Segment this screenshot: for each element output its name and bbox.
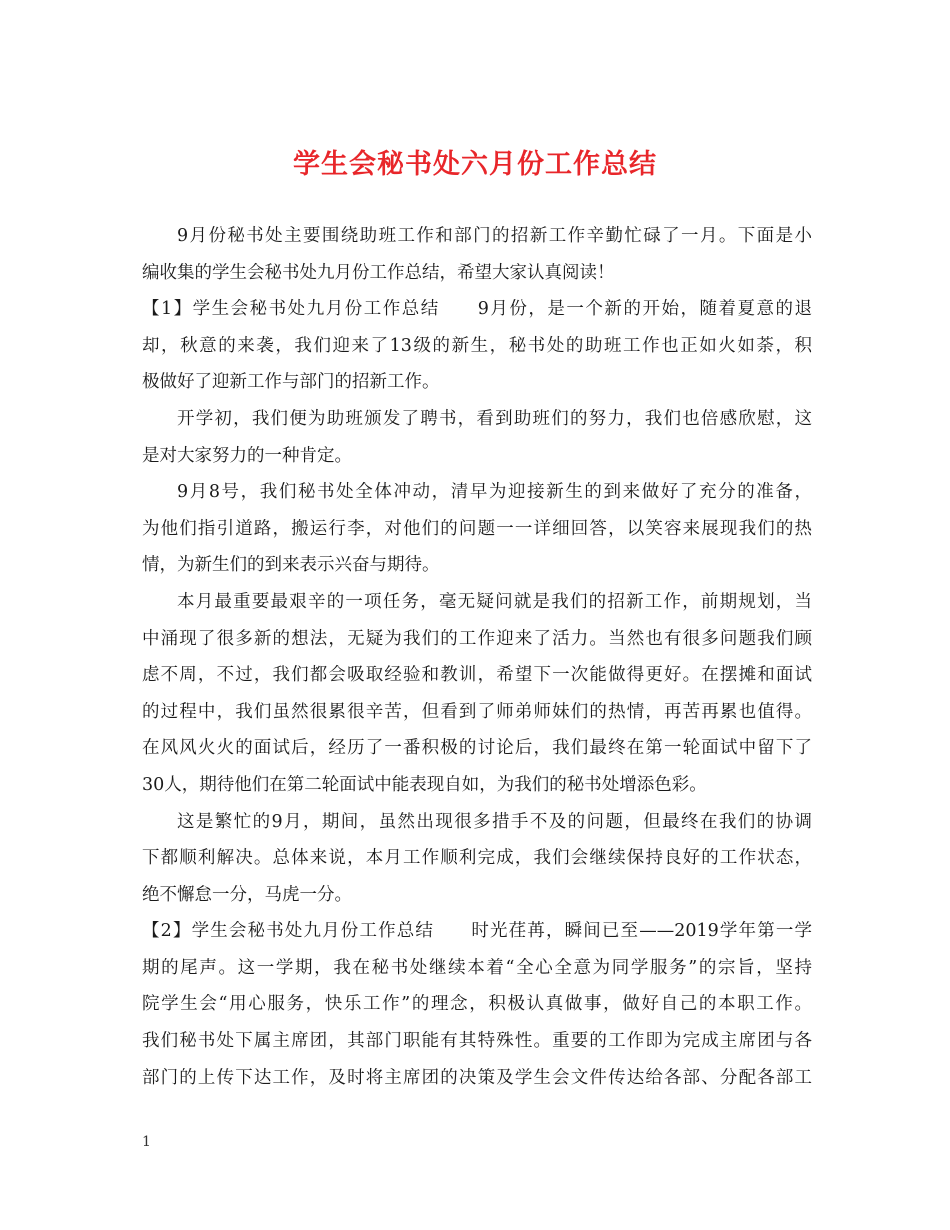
text-line: 绝不懈怠一分，马虎一分。 <box>142 884 352 905</box>
text-line: 我们秘书处下属主席团，其部门职能有其特殊性。重要的工作即为完成主席团与各 <box>142 1031 812 1052</box>
text-line: 院学生会“用心服务，快乐工作”的理念，积极认真做事，做好自己的本职工作。 <box>142 994 812 1015</box>
text-line: 在风风火火的面试后，经历了一番积极的讨论后，我们最终在第一轮面试中留下了 <box>142 738 812 759</box>
text-line: 9月8号，我们秘书处全体冲动，清早为迎接新生的到来做好了充分的准备， <box>177 482 812 503</box>
text-line: 30人，期待他们在第二轮面试中能表现自如，为我们的秘书处增添色彩。 <box>142 774 707 795</box>
text-line: 下都顺利解决。总体来说，本月工作顺利完成，我们会继续保持良好的工作状态， <box>142 848 812 869</box>
text-line: 【2】学生会秘书处九月份工作总结 时光荏苒，瞬间已至——2019学年第一学 <box>142 921 812 942</box>
text-line: 极做好了迎新工作与部门的招新工作。 <box>142 372 440 393</box>
text-line: 9月份秘书处主要围绕助班工作和部门的招新工作辛勤忙碌了一月。下面是小 <box>177 226 812 246</box>
text-line: 开学初，我们便为助班颁发了聘书，看到助班们的努力，我们也倍感欣慰，这 <box>177 408 812 429</box>
document-body <box>142 218 812 1096</box>
text-line: 【1】学生会秘书处九月份工作总结 9月份，是一个新的开始，随着夏意的退 <box>142 299 812 320</box>
text-line: 为他们指引道路，搬运行李，对他们的问题一一详细回答，以笑容来展现我们的热 <box>142 518 812 539</box>
text-line: 期的尾声。这一学期，我在秘书处继续本着“全心全意为同学服务”的宗旨，坚持 <box>142 957 812 978</box>
text-line: 本月最重要最艰辛的一项任务，毫无疑问就是我们的招新工作，前期规划，当 <box>177 591 812 612</box>
text-line: 是对大家努力的一种肯定。 <box>142 445 352 466</box>
text-line: 编收集的学生会秘书处九月份工作总结，希望大家认真阅读！ <box>142 262 615 283</box>
page-number: 1 <box>142 1134 151 1150</box>
text-line: 的过程中，我们虽然很累很辛苦，但看到了师弟师妹们的热情，再苦再累也值得。 <box>142 701 812 722</box>
text-line: 却，秋意的来袭，我们迎来了13级的新生，秘书处的助班工作也正如火如荼，积 <box>142 335 812 356</box>
text-line: 情，为新生们的到来表示兴奋与期待。 <box>142 555 440 576</box>
text-line: 部门的上传下达工作，及时将主席团的决策及学生会文件传达给各部、分配各部工 <box>142 1067 812 1088</box>
text-line: 这是繁忙的9月，期间，虽然出现很多措手不及的问题，但最终在我们的协调 <box>177 811 812 832</box>
text-line: 虑不周，不过，我们都会吸取经验和教训，希望下一次能做得更好。在摆摊和面试 <box>142 665 812 686</box>
document-title: 学生会秘书处六月份工作总结 <box>293 149 657 180</box>
text-line: 中涌现了很多新的想法，无疑为我们的工作迎来了活力。当然也有很多问题我们顾 <box>142 628 812 649</box>
